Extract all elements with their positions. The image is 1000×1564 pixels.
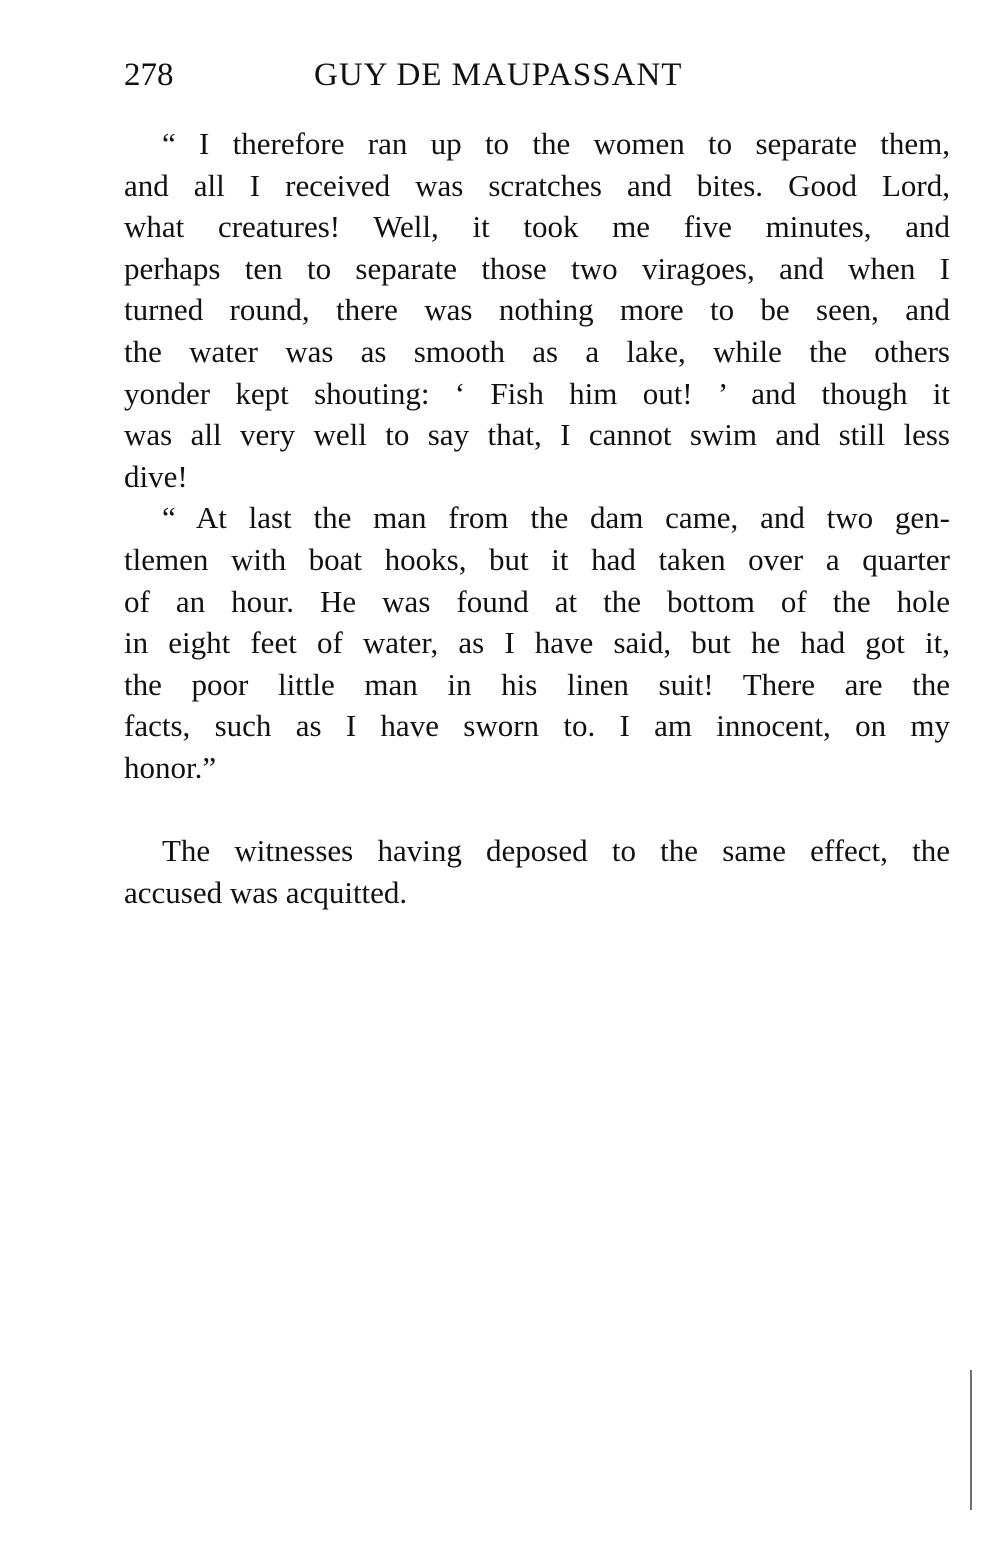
text-line: facts, such as I have sworn to. I am innocent, on my	[124, 708, 950, 744]
text-line: “ At last the man from the dam came, and two gen-	[162, 500, 950, 536]
text-line: was all very well to say that, I cannot swim and still less	[124, 417, 950, 453]
text-line: in eight feet of water, as I have said, but he had got it,	[124, 625, 950, 661]
text-line: dive!	[124, 458, 188, 494]
running-head-author: GUY DE MAUPASSANT	[314, 57, 683, 93]
body-text	[124, 123, 950, 913]
text-line: accused was acquitted.	[124, 874, 408, 910]
text-line: honor.”	[124, 749, 217, 785]
running-head	[124, 50, 950, 100]
text-line: turned round, there was nothing more to be seen, and	[124, 292, 950, 328]
text-line: of an hour. He was found at the bottom of the hole	[124, 583, 950, 619]
text-line: yonder kept shouting: ‘ Fish him out! ’ and though it	[124, 375, 950, 411]
text-line: “ I therefore ran up to the women to separate them,	[162, 126, 950, 161]
text-line: and all I received was scratches and bites. Good Lord,	[124, 167, 950, 203]
page-number: 278	[124, 57, 174, 93]
text-line: tlemen with boat hooks, but it had taken over a quarter	[124, 541, 950, 577]
scan-margin-mark	[970, 1370, 972, 1510]
text-line: perhaps ten to separate those two viragoes, and when I	[124, 250, 950, 286]
text-line: The witnesses having deposed to the same effect, the	[162, 833, 950, 869]
text-line: the water was as smooth as a lake, while the others	[124, 333, 950, 369]
text-line: the poor little man in his linen suit! There are the	[124, 666, 950, 702]
section-break	[124, 789, 950, 831]
text-line: what creatures! Well, it took me five minutes, and	[124, 209, 950, 245]
